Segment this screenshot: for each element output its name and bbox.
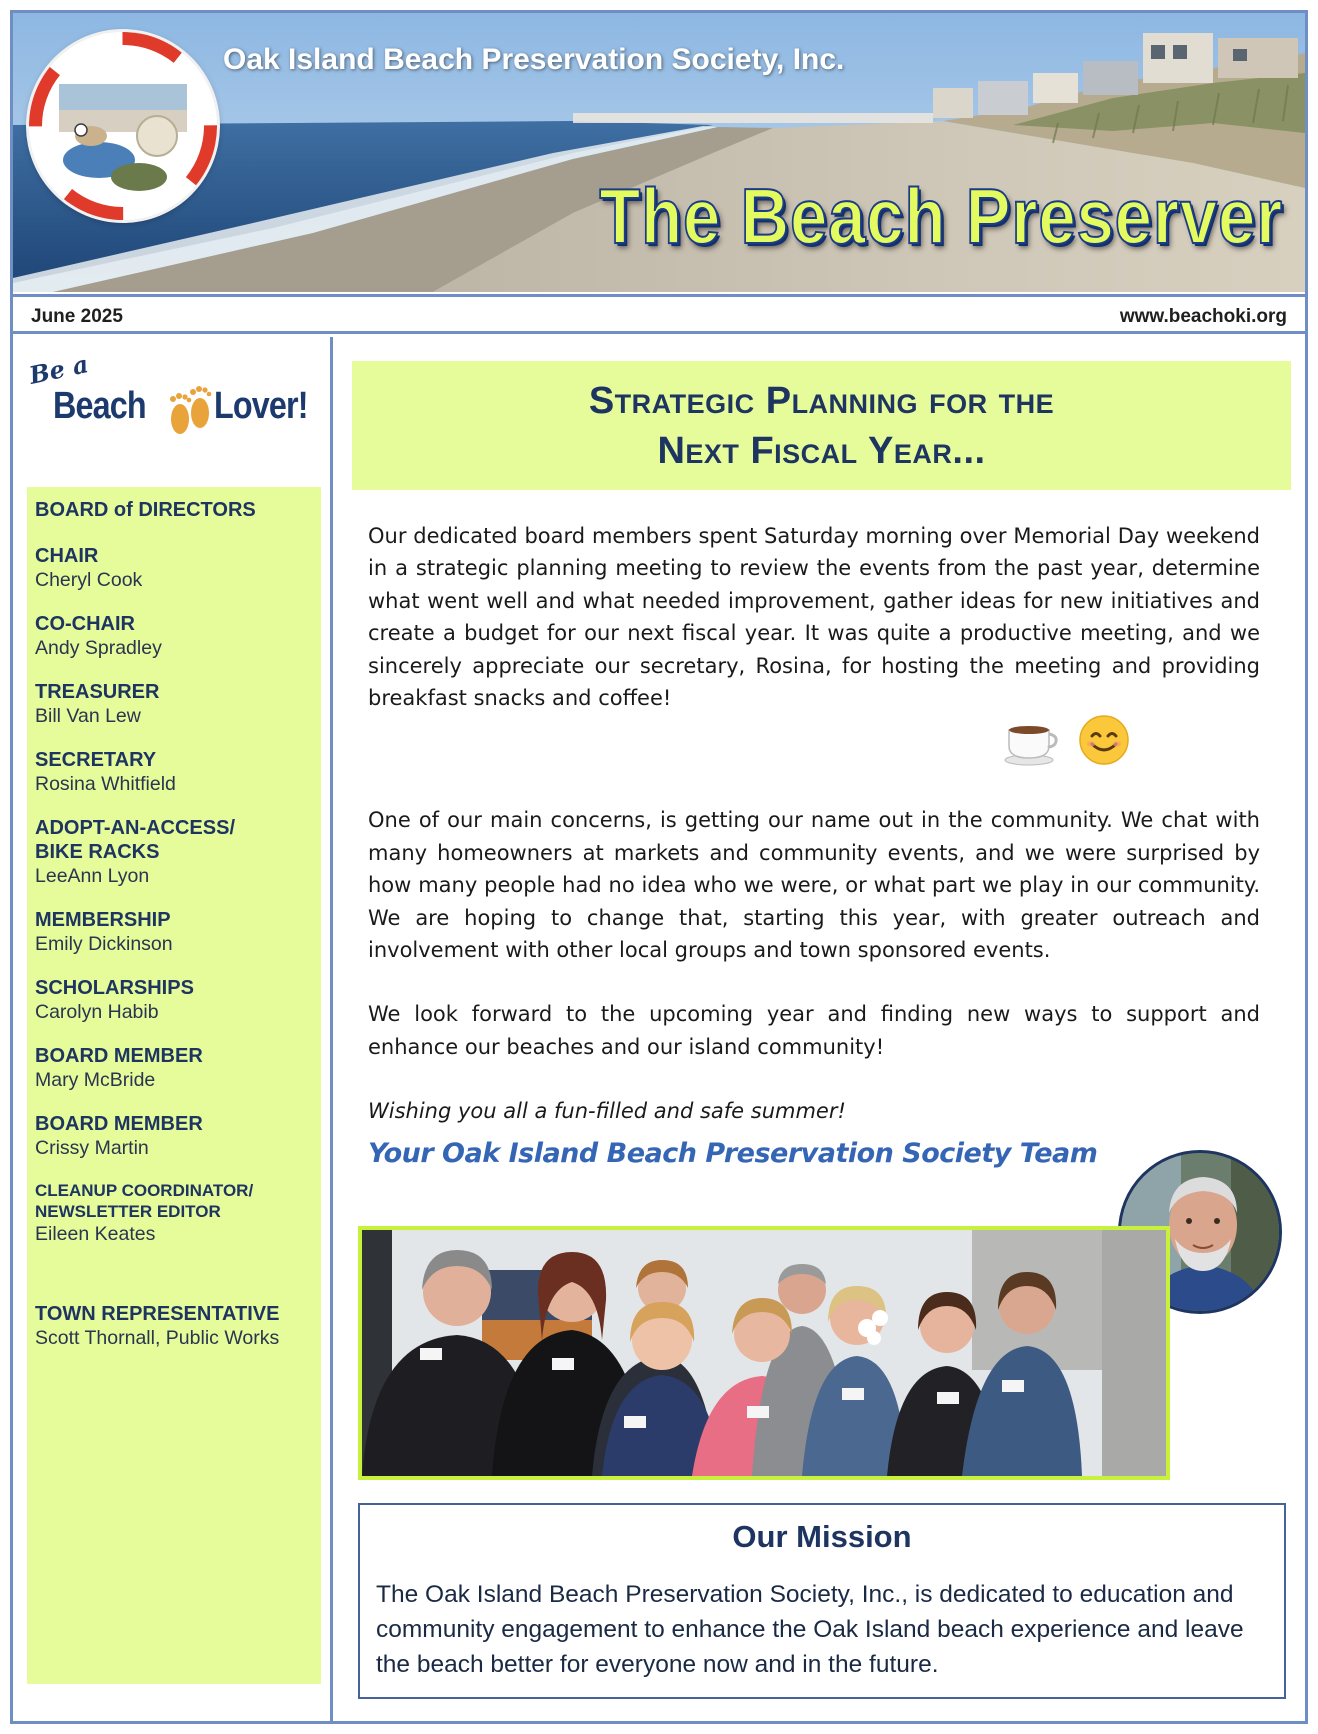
article-paragraph: Our dedicated board members spent Saturday morning over Memorial Day weekend in a strategic planning meeting to review the events from the past year, determine what went well and what needed improvement, gather ideas for new initiatives and create a budget for our next fiscal year. It was quite a productive meeting, and we sincerely appreciate our secretary, Rosina, for hosting the meeting and providing breakfast snacks and coffee! (368, 524, 1260, 711)
role-name: LeeAnn Lyon (35, 865, 150, 887)
footprints-icon (163, 383, 217, 439)
society-logo (29, 32, 217, 220)
role-title: SECRETARY (35, 749, 157, 771)
article-paragraph: One of our main concerns, is getting our name out in the community. We chat with many homeowners at markets and community events, and we were surprised by how many people had no idea who we were, or what part we play in our community. We are hoping to change that, starting this year, with greater outreach and involvement with other local groups and town sponsored events. (368, 808, 1260, 963)
board-role (35, 1044, 313, 1092)
role-title: CHAIR (35, 545, 99, 567)
role-title: ADOPT-AN-ACCESS/ (35, 817, 236, 839)
headline-line: Strategic Planning for the (588, 380, 1055, 422)
board-heading: BOARD of DIRECTORS (35, 499, 256, 521)
role-name: Mary McBride (35, 1069, 156, 1091)
board-role (35, 908, 313, 956)
mission-text: The Oak Island Beach Preservation Society, Inc., is dedicated to education and community engagement to enhance the Oak Island beach experience and leave the beach better for everyone now and in the future. (376, 1581, 1244, 1678)
slogan-lover: Lover! (214, 385, 308, 427)
mission-title: Our Mission (732, 1519, 912, 1554)
smiley-icon (1078, 714, 1130, 775)
slogan-be-a: Be a (26, 349, 91, 390)
board-role (35, 816, 313, 888)
role-name: Scott Thornall, Public Works (35, 1327, 280, 1349)
newsletter-title: The Beach Preserver (599, 172, 1283, 260)
team-signature: Your Oak Island Beach Preservation Society Team (368, 1138, 1098, 1169)
role-name: Cheryl Cook (35, 569, 143, 591)
closing-line: Wishing you all a fun-filled and safe summer! (368, 1099, 846, 1124)
header-banner (13, 13, 1305, 292)
role-name: Eileen Keates (35, 1223, 156, 1245)
board-role (35, 1180, 313, 1246)
role-title: BIKE RACKS (35, 841, 160, 863)
coffee-cup-icon (1003, 716, 1059, 777)
role-name: Andy Spradley (35, 637, 162, 659)
role-title: MEMBERSHIP (35, 909, 171, 931)
coffee-cup-icon (1003, 716, 1059, 766)
role-name: Bill Van Lew (35, 705, 141, 727)
smiley-face-icon (1078, 714, 1130, 766)
role-name: Rosina Whitfield (35, 773, 176, 795)
role-title: BOARD MEMBER (35, 1045, 203, 1067)
role-title: BOARD MEMBER (35, 1113, 203, 1135)
life-ring-logo-icon (29, 32, 217, 220)
role-title: NEWSLETTER EDITOR (35, 1202, 221, 1221)
board-role (35, 1112, 313, 1160)
sidebar (13, 337, 333, 1724)
role-title: SCHOLARSHIPS (35, 977, 194, 999)
group-photo-image (362, 1230, 1166, 1476)
slogan-beach: Beach (53, 385, 146, 427)
article-paragraph: We look forward to the upcoming year and finding new ways to support and enhance our beaches and our island community! (368, 1002, 1260, 1059)
board-role (35, 544, 313, 592)
board-role (35, 680, 313, 728)
role-title: CO-CHAIR (35, 613, 135, 635)
issue-date: June 2025 (31, 306, 123, 327)
board-role (35, 612, 313, 660)
role-name: Emily Dickinson (35, 933, 173, 955)
role-name: Crissy Martin (35, 1137, 149, 1159)
board-of-directors (27, 487, 321, 1684)
board-group-photo (358, 1226, 1170, 1480)
role-name: Carolyn Habib (35, 1001, 159, 1023)
role-title: TREASURER (35, 681, 160, 703)
role-title: TOWN REPRESENTATIVE (35, 1303, 280, 1325)
board-role (35, 976, 313, 1024)
headline-box (352, 361, 1291, 490)
article-headline (352, 361, 1291, 476)
headline-line: Next Fiscal Year... (657, 430, 986, 472)
issue-info-bar (13, 294, 1305, 334)
emoji-row (368, 714, 1260, 772)
beach-lover-logo (21, 349, 321, 445)
role-title: CLEANUP COORDINATOR/ (35, 1181, 254, 1200)
organization-name: Oak Island Beach Preservation Society, Inc. (223, 43, 845, 76)
board-role (35, 748, 313, 796)
mission-box (358, 1503, 1286, 1699)
article-body (368, 520, 1260, 1128)
website-link[interactable]: www.beachoki.org (1119, 306, 1287, 327)
board-role (35, 1302, 313, 1350)
